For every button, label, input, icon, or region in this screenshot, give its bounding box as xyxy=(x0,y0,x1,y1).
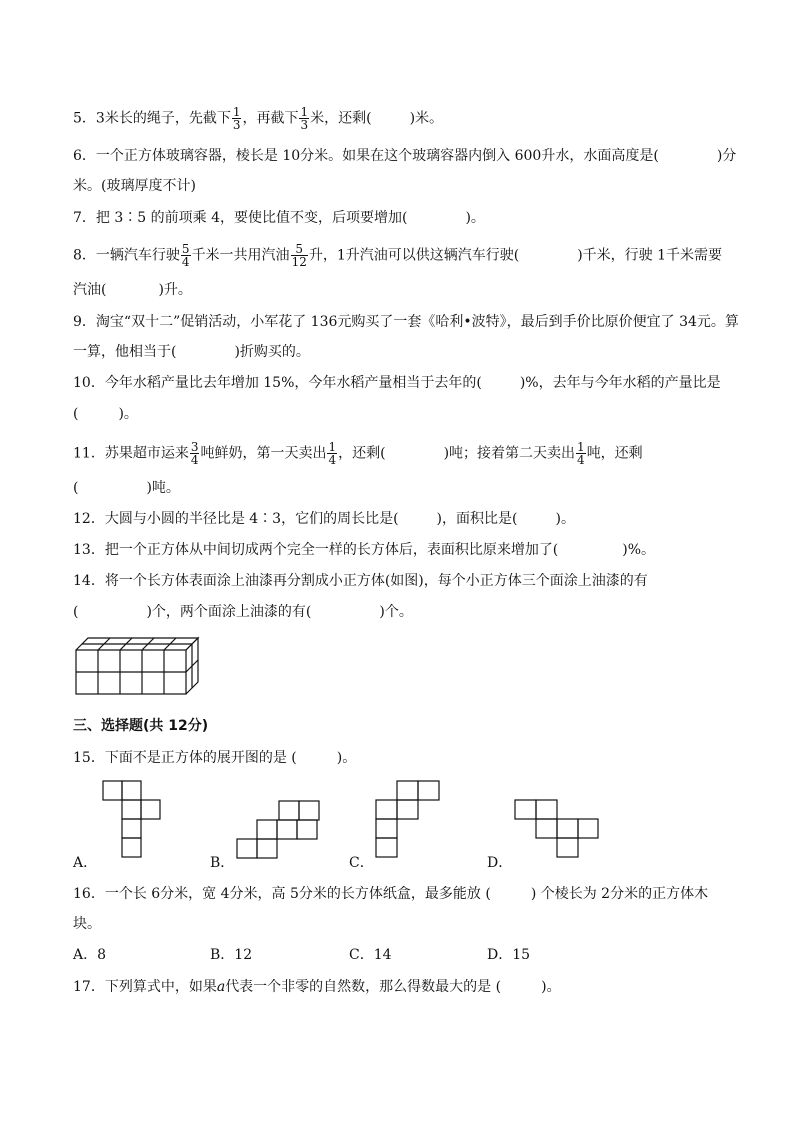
variable-a: a xyxy=(216,979,226,995)
fraction-one-third: $\frac{1}{3}$ xyxy=(232,105,241,132)
option-b[interactable]: B．12 xyxy=(210,947,253,963)
option-a[interactable]: A．8 xyxy=(73,947,107,963)
fraction-one-third: $\frac{1}{3}$ xyxy=(300,105,309,132)
cube-net-a xyxy=(103,781,163,861)
option-a[interactable]: A． xyxy=(73,855,98,871)
option-d[interactable]: D． xyxy=(487,855,513,871)
cube-net-c xyxy=(376,781,442,861)
fraction-one-quarter: $\frac{1}{4}$ xyxy=(577,440,585,467)
question-13: 13．把一个正方体从中间切成两个完全一样的长方体后，表面积比原来增加了( )%。 xyxy=(73,542,656,558)
question-5: 5．3米长的绳子，先截下 $\frac{1}{3}$ ，再截下 $\frac{1}{3}$ 米，还剩( )米。 xyxy=(73,105,444,132)
cube-net-b xyxy=(237,801,321,861)
question-14-line-1: 14．将一个长方体表面涂上油漆再分割成小正方体(如图)，每个小正方体三个面涂上油漆的有 xyxy=(73,573,648,589)
fraction-five-twelfths: $\frac{5}{12}$ xyxy=(291,242,307,269)
question-6-line-1: 6．一个正方体玻璃容器，棱长是 10分米。如果在这个玻璃容器内倒入 600升水，水面高度是( )分 xyxy=(73,148,737,164)
question-10-line-2: ( )。 xyxy=(73,406,138,422)
fraction-three-quarters: $\frac{3}{4}$ xyxy=(190,440,199,467)
question-17: 17．下列算式中，如果a代表一个非零的自然数，那么得数最大的是 ( )。 xyxy=(73,979,561,995)
question-9-line-2: 一算，他相当于( )折购买的。 xyxy=(73,344,310,360)
question-11-line-2: ( )吨。 xyxy=(73,480,180,496)
question-11-line-1: 11．苏果超市运来 $\frac{3}{4}$ 吨鲜奶，第一天卖出 $\frac{1}{4}$ ，还剩( )吨；接着第二天卖出 $\frac{1}{4}$ 吨，还剩 xyxy=(73,440,643,467)
option-d[interactable]: D．15 xyxy=(487,947,531,963)
question-16-line-1: 16．一个长 6分米，宽 4分米，高 5分米的长方体纸盒，最多能放 ( ) 个棱长为 2分米的正方体木 xyxy=(73,886,709,902)
section-3-title: 三、选择题(共 12分) xyxy=(73,718,209,734)
question-12: 12．大圆与小圆的半径比是 4∶3，它们的周长比是( )，面积比是( )。 xyxy=(73,511,575,527)
cube-net-d xyxy=(515,800,601,862)
fraction-five-quarters: $\frac{5}{4}$ xyxy=(181,242,190,269)
question-14-line-2: ( )个，两个面涂上油漆的有( )个。 xyxy=(73,604,413,620)
option-c[interactable]: C． xyxy=(349,855,374,871)
option-c[interactable]: C．14 xyxy=(349,947,392,963)
question-10-line-1: 10．今年水稻产量比去年增加 15%，今年水稻产量相当于去年的( )%，去年与今年水稻的产量比是 xyxy=(73,375,721,391)
question-7: 7．把 3∶5 的前项乘 4，要使比值不变，后项要增加( )。 xyxy=(73,210,485,226)
option-b[interactable]: B． xyxy=(210,855,235,871)
question-6-line-2: 米。(玻璃厚度不计) xyxy=(73,178,196,194)
question-15: 15．下面不是正方体的展开图的是 ( )。 xyxy=(73,750,357,766)
question-8-line-2: 汽油( )升。 xyxy=(73,282,192,298)
fraction-one-quarter: $\frac{1}{4}$ xyxy=(328,440,337,467)
cuboid-figure xyxy=(76,636,206,696)
question-8-line-1: 8．一辆汽车行驶 $\frac{5}{4}$ 千米一共用汽油 $\frac{5}{12}$ 升，1升汽油可以供这辆汽车行驶( )千米，行驶 1千米需要 xyxy=(73,242,723,269)
question-9-line-1: 9．淘宝“双十二”促销活动，小军花了 136元购买了一套《哈利•波特》，最后到手价比原价便宜了 34元。算 xyxy=(73,314,739,330)
question-16-line-2: 块。 xyxy=(73,916,101,932)
